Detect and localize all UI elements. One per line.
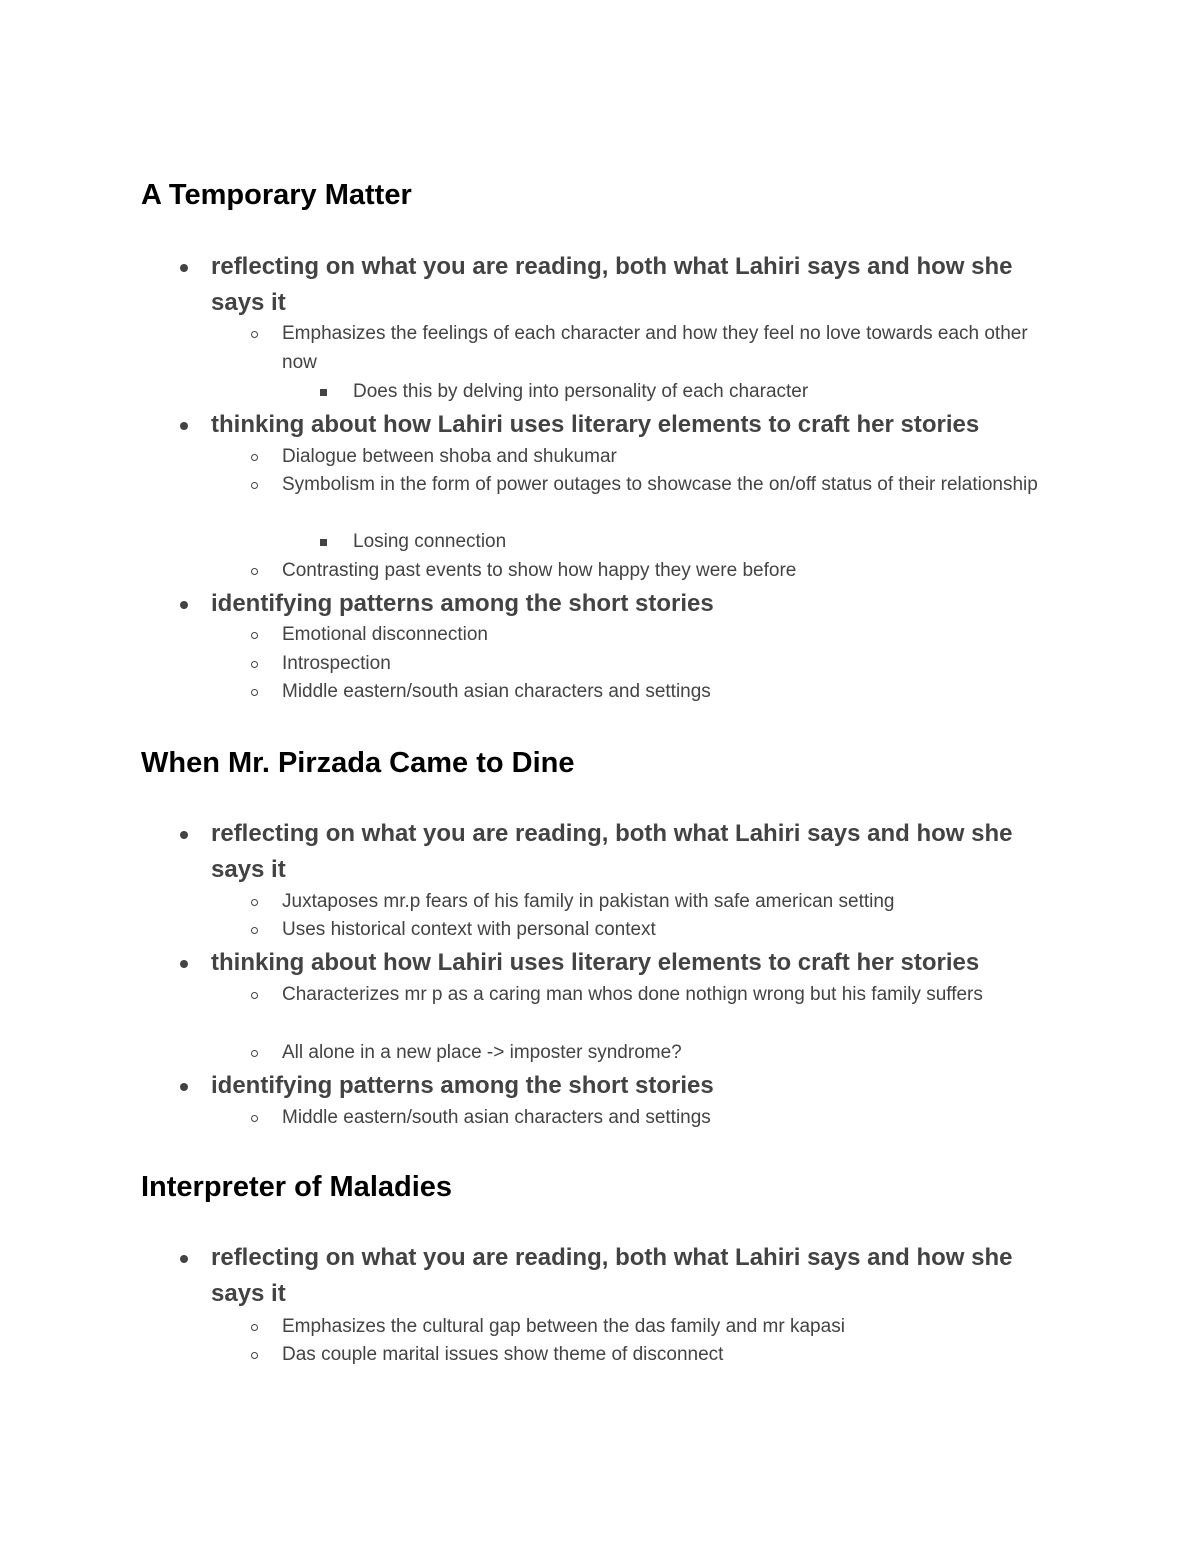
- level2-bullet-item: [282, 557, 1042, 586]
- level1-bullet-item: [211, 407, 1041, 443]
- level2-bullet-item: [282, 916, 1042, 945]
- level1-bullet-item: [211, 586, 1041, 622]
- filled-circle-bullet-icon: [180, 422, 188, 430]
- level2-bullet-item: [282, 678, 1042, 707]
- level2-bullet-item: [282, 981, 1042, 1010]
- bullet-text: Uses historical context with personal context: [282, 919, 656, 940]
- bullet-text: identifying patterns among the short stories: [211, 590, 714, 617]
- square-bullet-icon: [320, 389, 327, 396]
- section-title: Interpreter of Maladies: [141, 1171, 453, 1203]
- bullet-text: identifying patterns among the short stories: [211, 1072, 714, 1099]
- level1-bullet-item: [211, 249, 1041, 321]
- bullet-text: Emphasizes the cultural gap between the das family and mr kapasi: [282, 1316, 845, 1337]
- bullet-text: Middle eastern/south asian characters and settings: [282, 681, 711, 702]
- hollow-circle-bullet-icon: [251, 1352, 258, 1359]
- level2-bullet-item: [282, 888, 1042, 917]
- hollow-circle-bullet-icon: [251, 1115, 258, 1122]
- filled-circle-bullet-icon: [180, 831, 188, 839]
- filled-circle-bullet-icon: [180, 1083, 188, 1091]
- bullet-text: Emphasizes the feelings of each character and how they feel no love towards each other now: [282, 323, 1028, 373]
- level2-bullet-item: [282, 1341, 1042, 1370]
- filled-circle-bullet-icon: [180, 264, 188, 272]
- square-bullet-icon: [320, 539, 327, 546]
- level2-bullet-item: [282, 650, 1042, 679]
- level1-bullet-item: [211, 945, 1041, 981]
- bullet-text: Characterizes mr p as a caring man whos done nothign wrong but his family suffers: [282, 984, 983, 1005]
- bullet-text: Symbolism in the form of power outages to showcase the on/off status of their relationship: [282, 474, 1038, 495]
- level2-bullet-item: [282, 320, 1042, 377]
- level2-bullet-item: [282, 1104, 1042, 1133]
- level1-bullet-item: [211, 1068, 1041, 1104]
- bullet-text: Dialogue between shoba and shukumar: [282, 446, 617, 467]
- hollow-circle-bullet-icon: [251, 992, 258, 999]
- hollow-circle-bullet-icon: [251, 1050, 258, 1057]
- bullet-text: reflecting on what you are reading, both what Lahiri says and how she says it: [211, 820, 1013, 883]
- bullet-text: Does this by delving into personality of each character: [353, 381, 809, 402]
- level2-bullet-item: [282, 443, 1042, 472]
- bullet-text: reflecting on what you are reading, both what Lahiri says and how she says it: [211, 1244, 1013, 1307]
- level1-bullet-item: [211, 1240, 1041, 1312]
- bullet-text: Losing connection: [353, 531, 507, 552]
- level3-bullet-item: [353, 528, 1043, 557]
- section-title: When Mr. Pirzada Came to Dine: [141, 747, 575, 779]
- hollow-circle-bullet-icon: [251, 568, 258, 575]
- level3-bullet-item: [353, 378, 1043, 407]
- bullet-text: Contrasting past events to show how happy they were before: [282, 560, 797, 581]
- bullet-text: Introspection: [282, 653, 391, 674]
- filled-circle-bullet-icon: [180, 601, 188, 609]
- hollow-circle-bullet-icon: [251, 482, 258, 489]
- bullet-text: reflecting on what you are reading, both what Lahiri says and how she says it: [211, 253, 1013, 316]
- level2-bullet-item: [282, 621, 1042, 650]
- bullet-text: thinking about how Lahiri uses literary elements to craft her stories: [211, 411, 980, 438]
- bullet-text: thinking about how Lahiri uses literary elements to craft her stories: [211, 949, 980, 976]
- bullet-text: Das couple marital issues show theme of disconnect: [282, 1344, 724, 1365]
- hollow-circle-bullet-icon: [251, 689, 258, 696]
- hollow-circle-bullet-icon: [251, 331, 258, 338]
- hollow-circle-bullet-icon: [251, 632, 258, 639]
- hollow-circle-bullet-icon: [251, 927, 258, 934]
- bullet-text: Emotional disconnection: [282, 624, 488, 645]
- hollow-circle-bullet-icon: [251, 899, 258, 906]
- level2-bullet-item: [282, 1313, 1042, 1342]
- bullet-text: Middle eastern/south asian characters and settings: [282, 1107, 711, 1128]
- section-title: A Temporary Matter: [141, 179, 412, 211]
- filled-circle-bullet-icon: [180, 960, 188, 968]
- filled-circle-bullet-icon: [180, 1255, 188, 1263]
- bullet-text: All alone in a new place -> imposter syndrome?: [282, 1042, 682, 1063]
- level1-bullet-item: [211, 816, 1041, 888]
- bullet-text: Juxtaposes mr.p fears of his family in pakistan with safe american setting: [282, 891, 895, 912]
- hollow-circle-bullet-icon: [251, 661, 258, 668]
- level2-bullet-item: [282, 1039, 1042, 1068]
- hollow-circle-bullet-icon: [251, 454, 258, 461]
- hollow-circle-bullet-icon: [251, 1324, 258, 1331]
- level2-bullet-item: [282, 471, 1042, 500]
